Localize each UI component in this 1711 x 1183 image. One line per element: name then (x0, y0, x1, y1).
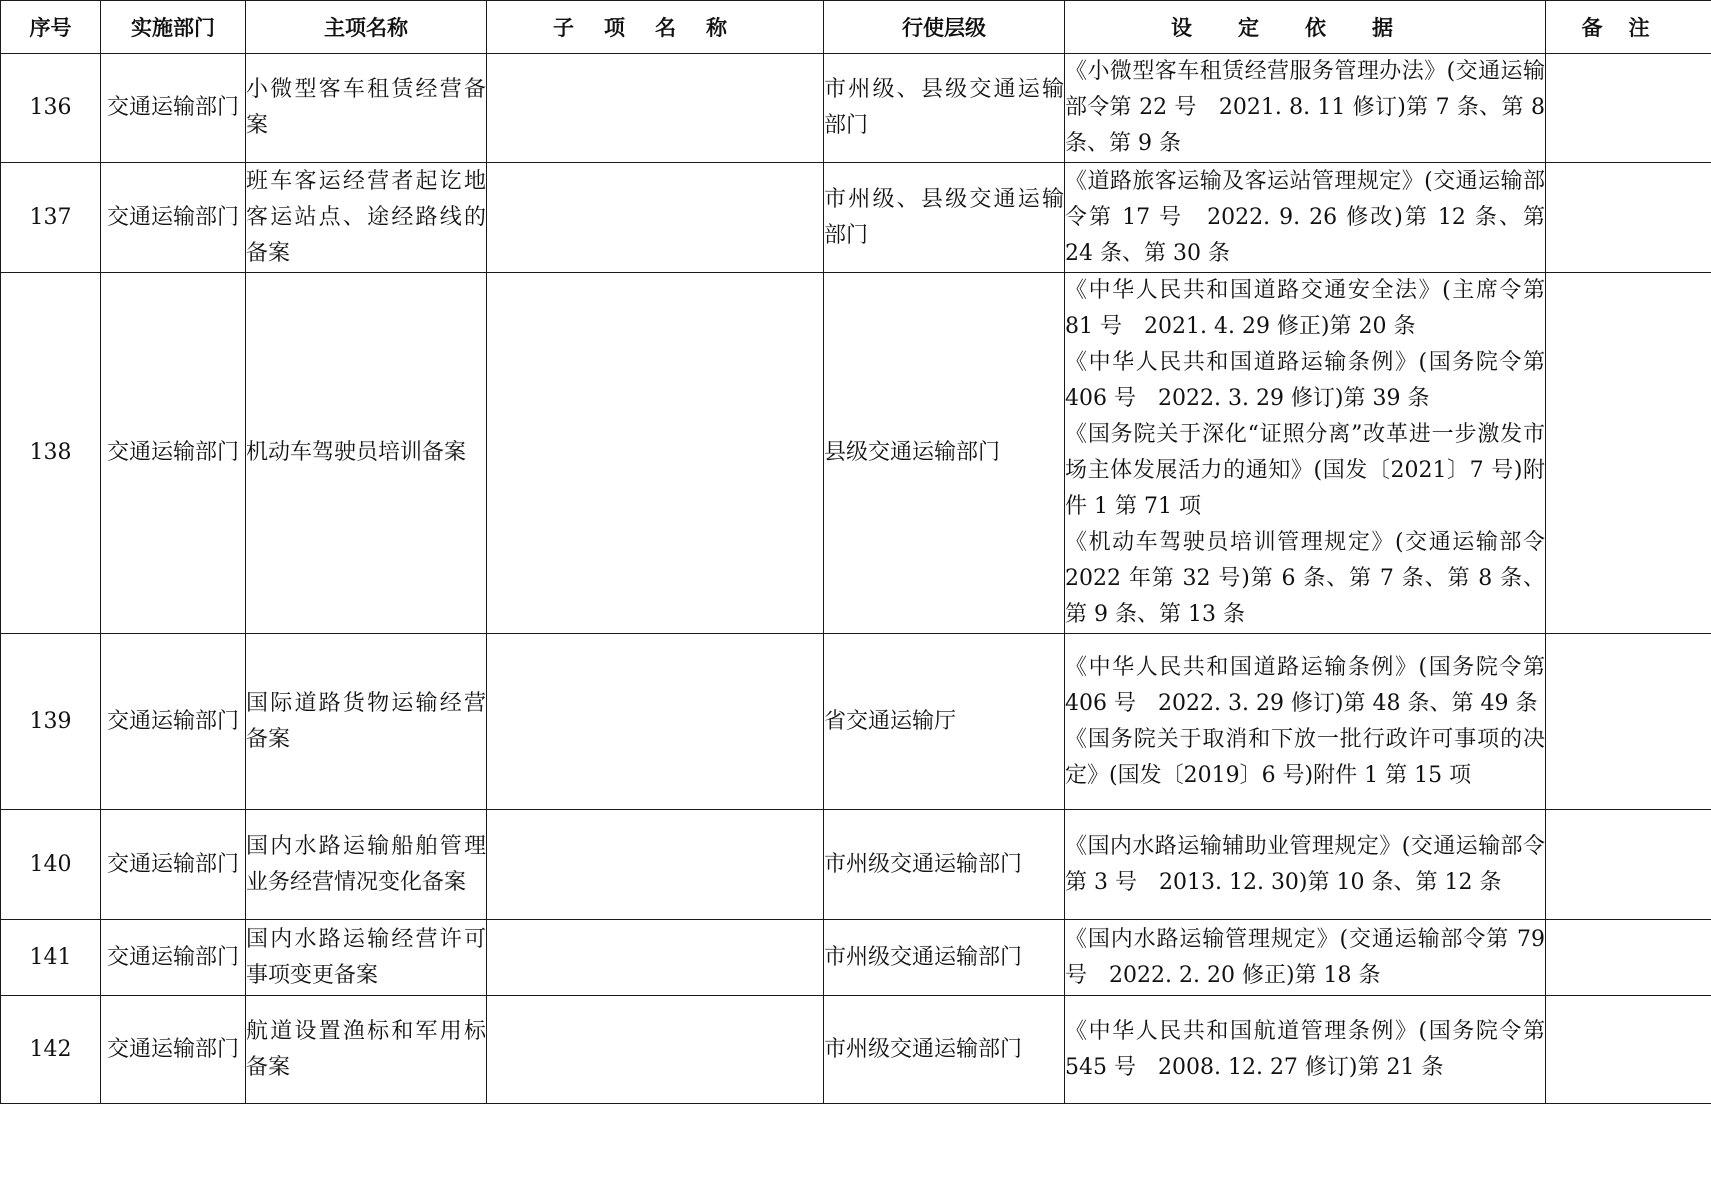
row-main-item: 国际道路货物运输经营备案 (246, 634, 487, 810)
row-department: 交通运输部门 (101, 273, 246, 634)
row-level: 省交通运输厅 (824, 634, 1065, 810)
row-main-item: 航道设置渔标和军用标备案 (246, 996, 487, 1104)
row-sub-item (487, 273, 824, 634)
row-level: 市州级、县级交通运输部门 (824, 54, 1065, 163)
basis-line: 《国务院关于深化“证照分离”改革进一步激发市场主体发展活力的通知》(国发〔2021〕7 号)附件 1 第 71 项 (1065, 422, 1545, 519)
row-remarks (1546, 54, 1711, 163)
basis-line: 《中华人民共和国道路运输条例》(国务院令第 406 号 2022. 3. 29 修订)第 48 条、第 49 条 (1065, 654, 1545, 716)
table-row (1, 54, 1711, 163)
header-legal-basis: 设定依据 (1065, 1, 1546, 54)
row-level: 市州级交通运输部门 (824, 920, 1065, 996)
row-remarks (1546, 634, 1711, 810)
row-main-item: 小微型客车租赁经营备案 (246, 54, 487, 163)
basis-line: 《国务院关于取消和下放一批行政许可事项的决定》(国发〔2019〕6 号)附件 1 第 15 项 (1065, 726, 1545, 788)
row-remarks (1546, 810, 1711, 920)
row-legal-basis (1065, 163, 1546, 273)
row-sub-item (487, 920, 824, 996)
basis-line: 《国内水路运输辅助业管理规定》(交通运输部令第 3 号 2013. 12. 30)第 10 条、第 12 条 (1065, 833, 1545, 895)
basis-line: 《中华人民共和国道路交通安全法》(主席令第 81 号 2021. 4. 29 修正)第 20 条 (1065, 278, 1545, 339)
row-index: 141 (1, 920, 101, 996)
row-department: 交通运输部门 (101, 996, 246, 1104)
row-level: 市州级交通运输部门 (824, 810, 1065, 920)
row-department: 交通运输部门 (101, 920, 246, 996)
header-department: 实施部门 (101, 1, 246, 54)
row-sub-item (487, 54, 824, 163)
header-main-item: 主项名称 (246, 1, 487, 54)
table-row (1, 810, 1711, 920)
row-department: 交通运输部门 (101, 163, 246, 273)
table-row (1, 920, 1711, 996)
row-legal-basis (1065, 634, 1546, 810)
header-level: 行使层级 (824, 1, 1065, 54)
row-sub-item (487, 810, 824, 920)
row-main-item: 国内水路运输经营许可事项变更备案 (246, 920, 487, 996)
row-remarks (1546, 163, 1711, 273)
row-sub-item (487, 996, 824, 1104)
row-index: 137 (1, 163, 101, 273)
row-legal-basis (1065, 54, 1546, 163)
basis-line: 《国内水路运输管理规定》(交通运输部令第 79 号 2022. 2. 20 修正)第 18 条 (1065, 926, 1545, 988)
header-sub-item: 子项名称 (487, 1, 824, 54)
table-body (1, 54, 1711, 1104)
row-department: 交通运输部门 (101, 634, 246, 810)
basis-line: 《道路旅客运输及客运站管理规定》(交通运输部令第 17 号 2022. 9. 26 修改)第 12 条、第 24 条、第 30 条 (1065, 168, 1545, 266)
table-header (1, 1, 1711, 54)
row-index: 136 (1, 54, 101, 163)
row-remarks (1546, 920, 1711, 996)
basis-line: 《中华人民共和国道路运输条例》(国务院令第 406 号 2022. 3. 29 修订)第 39 条 (1065, 350, 1545, 411)
header-index: 序号 (1, 1, 101, 54)
basis-line: 《机动车驾驶员培训管理规定》(交通运输部令 2022 年第 32 号)第 6 条、第 7 条、第 8 条、第 9 条、第 13 条 (1065, 530, 1545, 627)
row-legal-basis (1065, 273, 1546, 634)
row-level: 县级交通运输部门 (824, 273, 1065, 634)
table-row (1, 634, 1711, 810)
row-remarks (1546, 273, 1711, 634)
row-legal-basis (1065, 810, 1546, 920)
table-row (1, 996, 1711, 1104)
row-level: 市州级交通运输部门 (824, 996, 1065, 1104)
table-row (1, 273, 1711, 634)
row-sub-item (487, 634, 824, 810)
row-sub-item (487, 163, 824, 273)
row-legal-basis (1065, 996, 1546, 1104)
row-department: 交通运输部门 (101, 810, 246, 920)
header-row (1, 1, 1711, 54)
row-legal-basis (1065, 920, 1546, 996)
row-index: 138 (1, 273, 101, 634)
row-index: 139 (1, 634, 101, 810)
row-level: 市州级、县级交通运输部门 (824, 163, 1065, 273)
row-main-item: 国内水路运输船舶管理业务经营情况变化备案 (246, 810, 487, 920)
row-main-item: 机动车驾驶员培训备案 (246, 273, 487, 634)
row-index: 140 (1, 810, 101, 920)
table-row (1, 163, 1711, 273)
row-remarks (1546, 996, 1711, 1104)
row-main-item: 班车客运经营者起讫地客运站点、途经路线的备案 (246, 163, 487, 273)
basis-line: 《中华人民共和国航道管理条例》(国务院令第 545 号 2008. 12. 27 修订)第 21 条 (1065, 1018, 1545, 1080)
row-department: 交通运输部门 (101, 54, 246, 163)
row-index: 142 (1, 996, 101, 1104)
basis-line: 《小微型客车租赁经营服务管理办法》(交通运输部令第 22 号 2021. 8. 11 修订)第 7 条、第 8 条、第 9 条 (1065, 59, 1545, 156)
header-remarks: 备注 (1546, 1, 1711, 54)
